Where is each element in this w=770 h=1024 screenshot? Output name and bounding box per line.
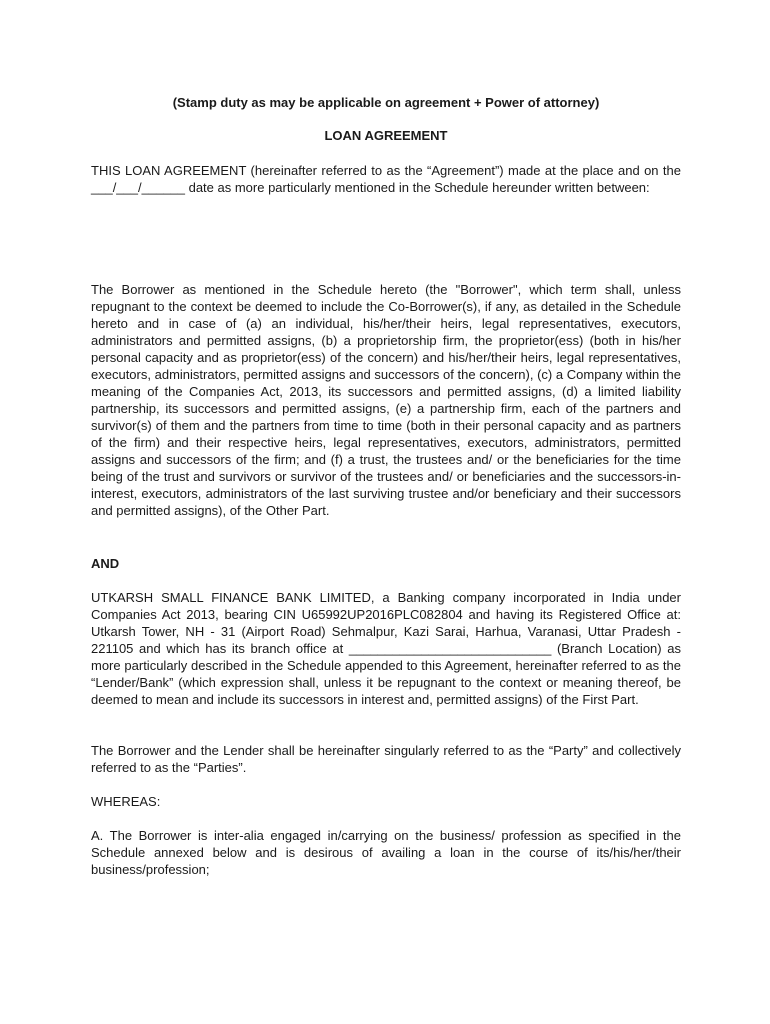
recital-a: A. The Borrower is inter-alia engaged in/carrying on the business/ profession as specified in the Schedule annexed below and is desirous of availing a loan in the course of its/his/her/their business/profession; [91,828,681,877]
lender-clause: UTKARSH SMALL FINANCE BANK LIMITED, a Banking company incorporated in India under Companies Act 2013, bearing CIN U65992UP2016PLC082804 and having its Registered Office at: Utkarsh Tower, NH - 31 (Airport Road) Sehmalpur, Kazi Sarai, Harhua, Varanasi, Uttar Pradesh - 221105 and which has its branch office at ____________________________ (Branch Location) as more particularly described in the Schedule appended to this Agreement, hereinafter referred to as the “Lender/Bank” (which expression shall, unless it be repugnant to the context or meaning thereof, be deemed to mean and include its successors in interest and, permitted assigns) of the First Part. [91,590,681,707]
document-title: LOAN AGREEMENT [324,128,448,143]
parties-clause: The Borrower and the Lender shall be hereinafter singularly referred to as the “Party” and collectively referred to as the “Parties”. [91,743,681,775]
borrower-clause: The Borrower as mentioned in the Schedule hereto (the "Borrower", which term shall, unless repugnant to the context be deemed to include the Co-Borrower(s), if any, as detailed in the Schedule hereto and in case of (a) an individual, his/her/their heirs, legal representatives, executors, administrators and permitted assigns, (b) a proprietorship firm, the proprietor(ess) (both in his/her personal capacity and as proprietor(ess) of the concern) and his/her/their heirs, legal representatives, executors, administrators, permitted assigns and successors of the concern), (c) a Company within the meaning of the Companies Act, 2013, its successors and permitted assigns, (d) a limited liability partnership, its successors and permitted assigns, (e) a partnership firm, each of the partners and survivor(s) of them and the partners from time to time (both in their personal capacity and as partners of the firm) and their respective heirs, legal representatives, executors, administrators, permitted assigns and successors of the firm; and (f) a trust, the trustees and/ or the beneficiaries for the time being of the trust and survivors or survivor of the trustees and/ or beneficiaries and the successors-in-interest, executors, administrators of the last surviving trustee and/or beneficiary and their successors and permitted assigns), of the Other Part. [91,282,681,518]
stamp-duty-note: (Stamp duty as may be applicable on agreement + Power of attorney) [172,95,600,110]
and-label: AND [91,556,120,571]
whereas-label: WHEREAS: [91,794,161,809]
intro-paragraph: THIS LOAN AGREEMENT (hereinafter referred to as the “Agreement”) made at the place and on the ___/___/______ date as more particularly mentioned in the Schedule hereunder written between: [91,163,681,195]
